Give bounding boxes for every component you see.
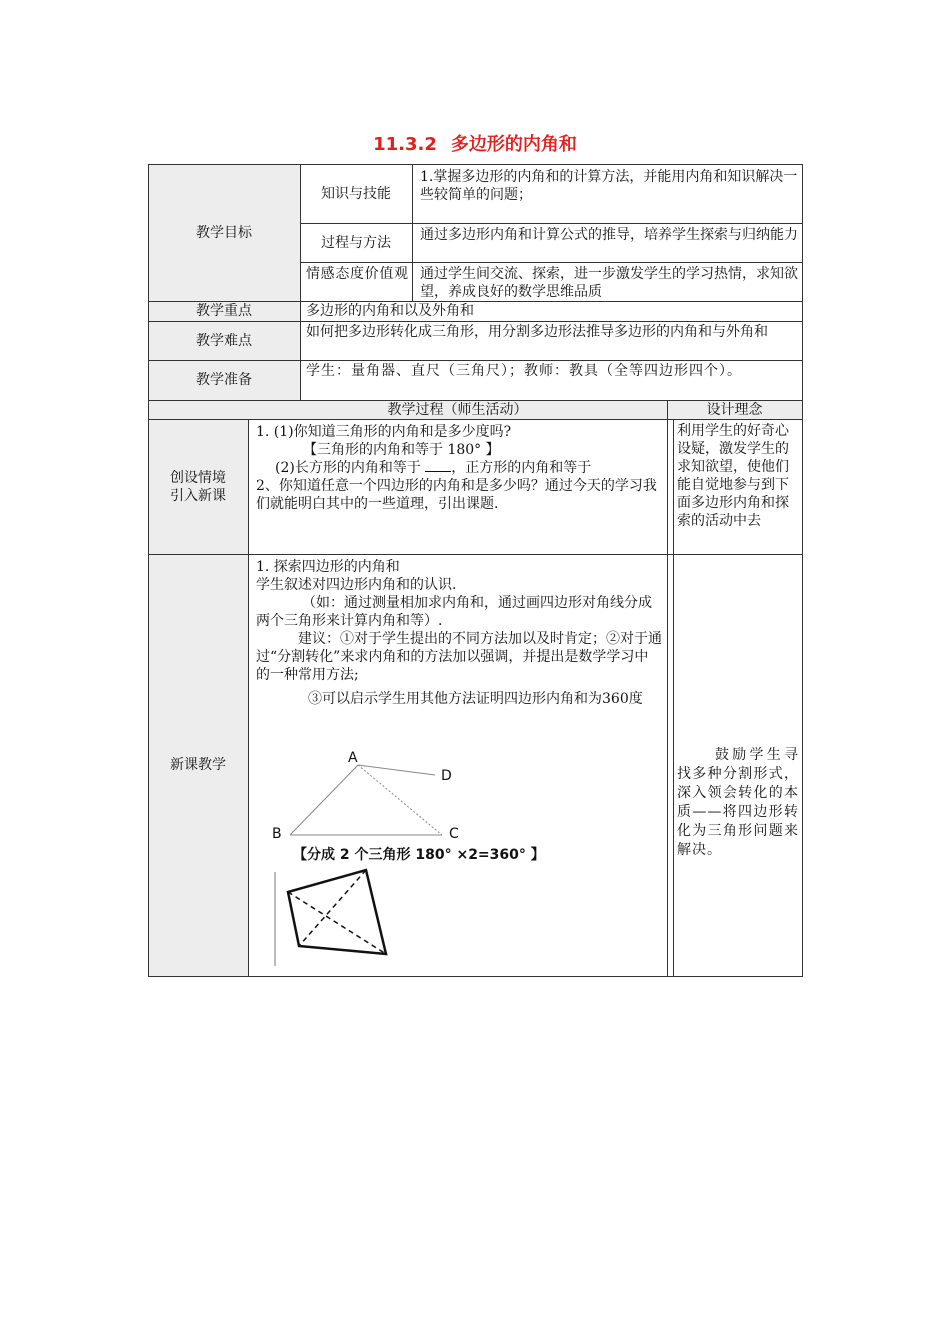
section1-line1: 1. (1)你知道三角形的内角和是多少度吗?: [256, 424, 512, 440]
answer-blank: [425, 459, 451, 472]
section2-line1: 1. 探索四边形的内角和: [256, 559, 400, 575]
section1-label-line1: 创设情境: [170, 469, 226, 486]
section2-line5: ③可以启示学生用其他方法证明四边形内角和为360度: [308, 691, 643, 707]
quadrilateral-outline: [288, 870, 386, 954]
objective-process-label: 过程与方法: [321, 234, 391, 251]
objective-attitude-content: 通过学生间交流、探索，进一步激发学生的学习热情，求知欲望，养成良好的数学思维品质: [420, 266, 798, 300]
keypoint-content: 多边形的内角和以及外角和: [306, 303, 474, 319]
section1-line3a: (2)长方形的内角和等于: [275, 460, 421, 476]
preparation-label: 教学准备: [196, 372, 252, 388]
vertex-label-d: D: [441, 768, 452, 784]
objectives-label: 教学目标: [196, 224, 252, 241]
section1-design: 利用学生的好奇心设疑，激发学生的求知欲望，使他们能自觉地参与到下面多边形内角和探索的活动中去: [677, 423, 789, 529]
section1-line3b: ，正方形的内角和等于: [451, 460, 592, 476]
vertex-label-c: C: [449, 826, 459, 842]
objective-knowledge-content: 1.掌握多边形的内角和的计算方法，并能用内角和知识解决一些较简单的问题；: [420, 169, 798, 203]
keypoint-label: 教学重点: [196, 303, 252, 319]
objective-knowledge-label: 知识与技能: [321, 185, 391, 202]
diagonal-1: [288, 892, 386, 954]
edge-ab: [290, 765, 358, 835]
vertex-label-a: A: [348, 750, 358, 766]
quadrilateral-figure: [272, 862, 402, 966]
section2-line4: 建议：①对于学生提出的不同方法加以及时肯定；②对于通过“分割转化”来求内角和的方法加以强调，并提出是数学学习中的一种常用方法;: [256, 631, 662, 683]
section1-line2: 【三角形的内角和等于 180° 】: [303, 442, 500, 458]
section1-line4: 2、你知道任意一个四边形的内角和是多少吗？通过今天的学习我们就能明白其中的一些道理，引出课题.: [256, 478, 657, 512]
objective-process-content: 通过多边形内角和计算公式的推导，培养学生探索与归纳能力: [420, 227, 798, 243]
figure-caption: 【分成 2 个三角形 180° ×2=360° 】: [293, 847, 545, 863]
title-number: 11.3.2: [373, 134, 437, 155]
section2-label: 新课教学: [170, 757, 226, 773]
diagonal-2: [299, 870, 366, 946]
page-title: [0, 130, 950, 156]
vertex-label-b: B: [272, 826, 282, 842]
title-text: 多边形的内角和: [450, 134, 577, 155]
diagonal-ac: [358, 765, 442, 835]
process-header-right: 设计理念: [706, 401, 763, 418]
section2-line3: （如：通过测量相加求内角和，通过画四边形对角线分成两个三角形来计算内角和等）.: [256, 595, 652, 629]
section1-label: [148, 419, 248, 554]
section2-design: 鼓励学生寻找多种分割形式，深入领会转化的本质——将四边形转化为三角形问题来解决。: [677, 747, 799, 858]
preparation-content: 学生：量角器、直尺（三角尺）；教师：教具（全等四边形四个）。: [306, 363, 742, 379]
difficulty-content: 如何把多边形转化成三角形，用分割多边形法推导多边形的内角和与外角和: [306, 324, 768, 340]
section1-label-line2: 引入新课: [170, 487, 226, 504]
section2-line2: 学生叙述对四边形内角和的认识.: [256, 577, 457, 593]
triangle-figure: [270, 745, 470, 845]
process-header-left: 教学过程（师生活动）: [387, 401, 528, 418]
objective-attitude-label: 情感态度价值观: [306, 266, 408, 282]
section1-line3: [275, 459, 591, 477]
difficulty-label: 教学难点: [196, 332, 252, 349]
edge-ad: [358, 765, 435, 775]
